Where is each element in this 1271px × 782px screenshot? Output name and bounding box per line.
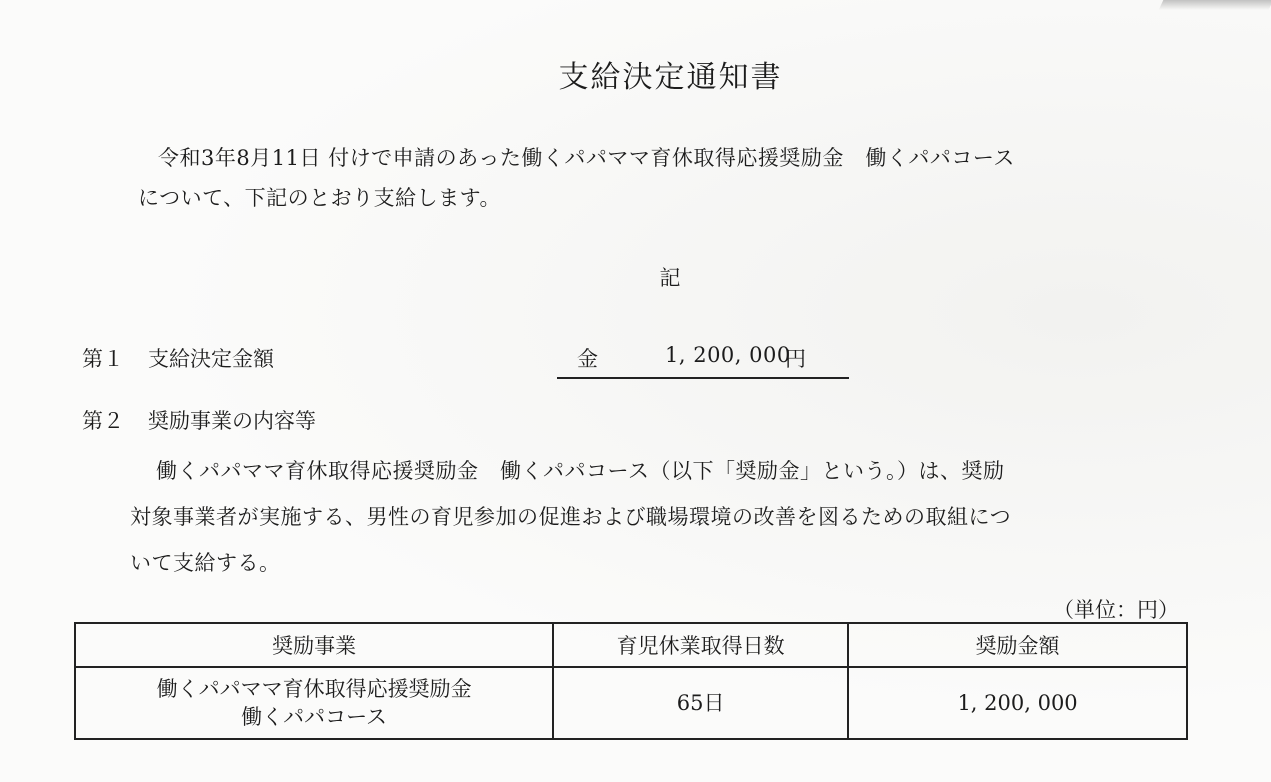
unit-note: （単位：円）	[1053, 598, 1179, 622]
item-2-heading	[82, 405, 316, 435]
item-2-paragraph	[130, 448, 1160, 586]
header-leave-days: 育児休業取得日数	[553, 623, 848, 667]
decision-amount	[557, 343, 849, 379]
item-2-label: 奨励事業の内容等	[148, 409, 316, 433]
cell-project	[75, 667, 553, 739]
table-row	[75, 667, 1187, 739]
item-1-heading	[82, 343, 274, 373]
document-title: 支給決定通知書	[558, 60, 783, 95]
header-project: 奨励事業	[75, 623, 553, 667]
item-1-number: 第１	[82, 347, 124, 371]
item-2-line-2: 対象事業者が実施する、男性の育児参加の促進および職場環境の改善を図るための取組につ	[130, 505, 1012, 529]
amount-value: 1, 200, 000	[665, 343, 791, 367]
intro-line-2: について、下記のとおり支給します。	[138, 186, 501, 210]
cell-project-line-1: 働くパパママ育休取得応援奨励金	[156, 677, 472, 701]
item-1-label: 支給決定金額	[148, 347, 274, 371]
intro-line-1: 令和3年8月11日 付けで申請のあった働くパパママ育休取得応援奨励金 働くパパコース	[158, 146, 1015, 170]
header-grant-amount: 奨励金額	[848, 623, 1187, 667]
cell-leave-days: 65日	[553, 667, 848, 739]
amount-yen-suffix: 円	[785, 347, 806, 371]
amount-kin-prefix: 金	[577, 347, 598, 371]
ki-marker: 記	[659, 266, 681, 290]
cell-grant-amount: 1, 200, 000	[848, 667, 1187, 739]
item-2-line-1: 働くパパママ育休取得応援奨励金 働くパパコース（以下「奨励金」という。）は、奨励	[156, 459, 1005, 483]
intro-paragraph	[138, 138, 1158, 218]
table-header-row	[75, 623, 1187, 667]
item-2-line-3: いて支給する。	[130, 551, 281, 575]
grant-table	[74, 622, 1188, 740]
item-2-number: 第２	[82, 409, 124, 433]
scan-smudge	[1159, 0, 1271, 10]
cell-project-line-2: 働くパパコース	[241, 705, 388, 729]
